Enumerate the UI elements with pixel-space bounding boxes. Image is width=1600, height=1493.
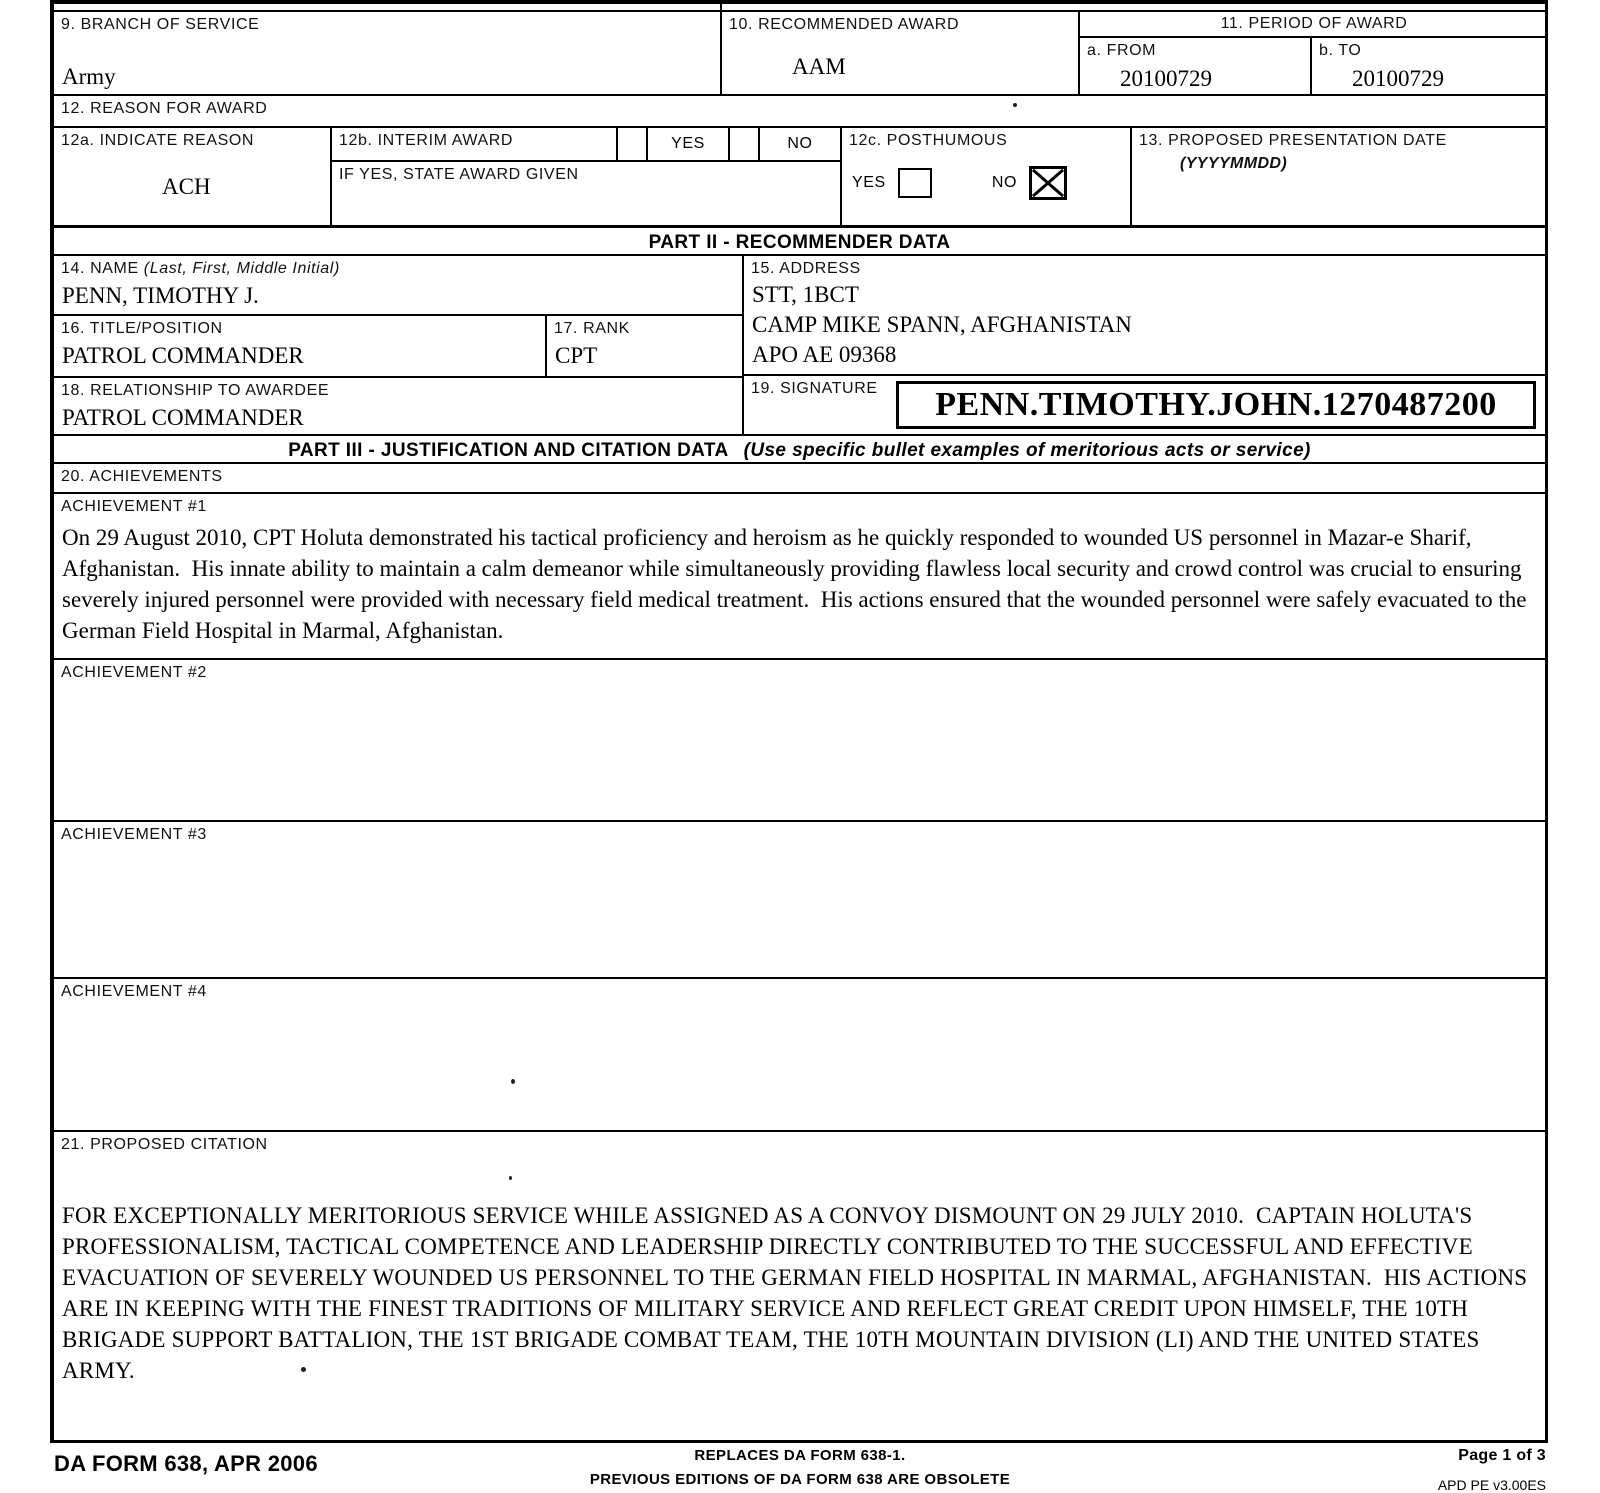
interim-award-top-row (332, 128, 840, 162)
footer-center (370, 1447, 1230, 1488)
period-from-value: 20100729 (1120, 66, 1212, 91)
interim-yes-checkbox-cell (616, 128, 646, 160)
address-line: APO AE 09368 (752, 342, 897, 367)
achievements-header-row (54, 464, 1545, 494)
address-label: 15. ADDRESS (751, 260, 861, 277)
presentation-date-format-label: (YYYYMMDD) (1180, 155, 1288, 172)
achievements-label: 20. ACHIEVEMENTS (61, 468, 223, 485)
interim-award-label: 12b. INTERIM AWARD (339, 132, 514, 149)
indicate-reason-label: 12a. INDICATE REASON (61, 132, 255, 149)
top-strip-divider (720, 4, 722, 10)
branch-of-service-box (54, 12, 722, 94)
achievement-2-section (54, 660, 1545, 822)
replaces-note-line2: PREVIOUS EDITIONS OF DA FORM 638 ARE OBSOLETE (589, 1471, 1011, 1488)
relationship-label: 18. RELATIONSHIP TO AWARDEE (61, 382, 330, 399)
da-form-638 (50, 0, 1548, 1443)
recommended-award-box (722, 12, 1080, 94)
x-mark-icon (1032, 169, 1064, 197)
scan-artifact (1013, 103, 1017, 107)
indicate-reason-value: ACH (162, 174, 211, 199)
apd-version: APD PE v3.00ES (1437, 1477, 1546, 1493)
recommender-left-column (54, 256, 744, 434)
part3-title: PART III - JUSTIFICATION AND CITATION DATA (288, 440, 728, 461)
recommended-award-value: AAM (792, 54, 846, 79)
title-position-label: 16. TITLE/POSITION (61, 320, 223, 337)
title-position-value: PATROL COMMANDER (62, 343, 304, 368)
proposed-citation-label: 21. PROPOSED CITATION (61, 1136, 268, 1153)
period-of-award-subrow (1080, 38, 1545, 94)
posthumous-no-checkbox (1029, 166, 1067, 200)
name-value: PENN, TIMOTHY J. (62, 283, 259, 308)
page-footer (50, 1447, 1548, 1493)
recommender-data-section (54, 256, 1545, 436)
relationship-box (54, 378, 742, 434)
posthumous-box (842, 128, 1132, 225)
proposed-presentation-date-box (1132, 128, 1545, 225)
period-to-label: b. TO (1319, 42, 1362, 59)
achievement-1-section (54, 494, 1545, 660)
period-of-award-box (1080, 12, 1545, 94)
part3-note: (Use specific bullet examples of meritorious acts or service) (743, 440, 1311, 461)
interim-no-cell: NO (758, 128, 840, 160)
achievement-4-section (54, 979, 1545, 1132)
spacer (54, 34, 720, 64)
title-rank-row (54, 316, 742, 378)
footer-right (1438, 1447, 1546, 1493)
achievement-3-section (54, 822, 1545, 979)
signature-box (744, 376, 1545, 434)
posthumous-controls-row (842, 166, 1130, 200)
proposed-citation-box (54, 1132, 1545, 1440)
scan-artifact (301, 1367, 306, 1372)
row-reason-detail (54, 128, 1545, 228)
interim-yes-cell: YES (646, 128, 728, 160)
address-box (744, 256, 1545, 376)
relationship-value: PATROL COMMANDER (62, 405, 304, 430)
reason-for-award-header-row (54, 96, 1545, 128)
posthumous-label: 12c. POSTHUMOUS (849, 132, 1008, 149)
rank-box (547, 316, 742, 376)
achievement-1-text: On 29 August 2010, CPT Holuta demonstrated his tactical proficiency and heroism as he quickly responded to wounded US personnel in Mazar-e Sharif, Afghanistan. His innate ability to maintain a calm demeanor while simultaneously providing flawless local security and crowd control was crucial to ensuring severely injured personnel were provided with necessary field medical treatment. His actions ensured that the wounded personnel were safely evacuated to the German Field Hospital in Marmal, Afghanistan. (62, 525, 1533, 643)
page-number: Page 1 of 3 (1458, 1447, 1546, 1464)
name-box (54, 256, 742, 316)
scan-artifact (511, 1079, 515, 1084)
part2-title: PART II - RECOMMENDER DATA (648, 232, 951, 253)
posthumous-yes-checkbox (898, 168, 932, 198)
rank-value: CPT (555, 343, 598, 368)
period-from-label: a. FROM (1087, 42, 1157, 59)
signature-value: PENN.TIMOTHY.JOHN.1270487200 (935, 386, 1497, 423)
name-label: 14. NAME (61, 260, 139, 277)
achievement-1-label: ACHIEVEMENT #1 (61, 498, 207, 515)
address-line: STT, 1BCT (752, 282, 859, 307)
name-label-note: (Last, First, Middle Initial) (143, 260, 340, 277)
branch-of-service-label: 9. BRANCH OF SERVICE (61, 16, 260, 33)
achievement-2-label: ACHIEVEMENT #2 (61, 664, 207, 681)
recommender-right-column (744, 256, 1545, 434)
row-branch-award-period (54, 12, 1545, 96)
replaces-note-line1: REPLACES DA FORM 638-1. (694, 1447, 906, 1464)
proposed-presentation-date-label: 13. PROPOSED PRESENTATION DATE (1139, 132, 1447, 149)
address-line: CAMP MIKE SPANN, AFGHANISTAN (752, 312, 1132, 337)
signature-field (896, 381, 1536, 429)
period-of-award-label: 11. PERIOD OF AWARD (1080, 12, 1545, 38)
form-top-partial-row (54, 0, 1545, 12)
reason-for-award-label: 12. REASON FOR AWARD (61, 100, 268, 117)
period-to-value: 20100729 (1352, 66, 1444, 91)
part3-header (54, 436, 1545, 464)
branch-of-service-value: Army (62, 64, 116, 89)
interim-no-checkbox-cell (728, 128, 758, 160)
title-position-box (54, 316, 547, 376)
recommended-award-label: 10. RECOMMENDED AWARD (729, 16, 960, 33)
proposed-citation-text: FOR EXCEPTIONALLY MERITORIOUS SERVICE WHILE ASSIGNED AS A CONVOY DISMOUNT ON 29 JULY 2010. CAPTAIN HOLUTA'S PROFESSIONALISM, TACTICAL COMPETENCE AND LEADERSHIP DIRECTLY CONTRIBUTED TO THE SUCCESSFUL AND EFFECTIVE EVACUATION OF SEVERELY WOUNDED US PERSONNEL TO THE GERMAN FIELD HOSPITAL IN MARMAL, AFGHANISTAN. HIS ACTIONS ARE IN KEEPING WITH THE FINEST TRADITIONS OF MILITARY SERVICE AND REFLECT GREAT CREDIT UPON HIMSELF, THE 10TH BRIGADE SUPPORT BATTALION, THE 1ST BRIGADE COMBAT TEAM, THE 10TH MOUNTAIN DIVISION (LI) AND THE UNITED STATES ARMY. (62, 1203, 1532, 1383)
posthumous-no-label: NO (991, 174, 1018, 191)
indicate-reason-box (54, 128, 332, 225)
signature-label: 19. SIGNATURE (751, 380, 878, 397)
form-id: DA FORM 638, APR 2006 (54, 1451, 318, 1476)
posthumous-yes-label: YES (852, 174, 886, 191)
period-from-box (1080, 38, 1312, 94)
achievement-3-label: ACHIEVEMENT #3 (61, 826, 207, 843)
interim-award-box (332, 128, 842, 225)
period-to-box (1312, 38, 1545, 94)
achievement-4-label: ACHIEVEMENT #4 (61, 983, 207, 1000)
scan-artifact (509, 1176, 512, 1180)
interim-if-yes-label: IF YES, STATE AWARD GIVEN (339, 166, 579, 183)
part2-header (54, 228, 1545, 256)
rank-label: 17. RANK (554, 320, 630, 337)
name-label-row (54, 256, 742, 278)
